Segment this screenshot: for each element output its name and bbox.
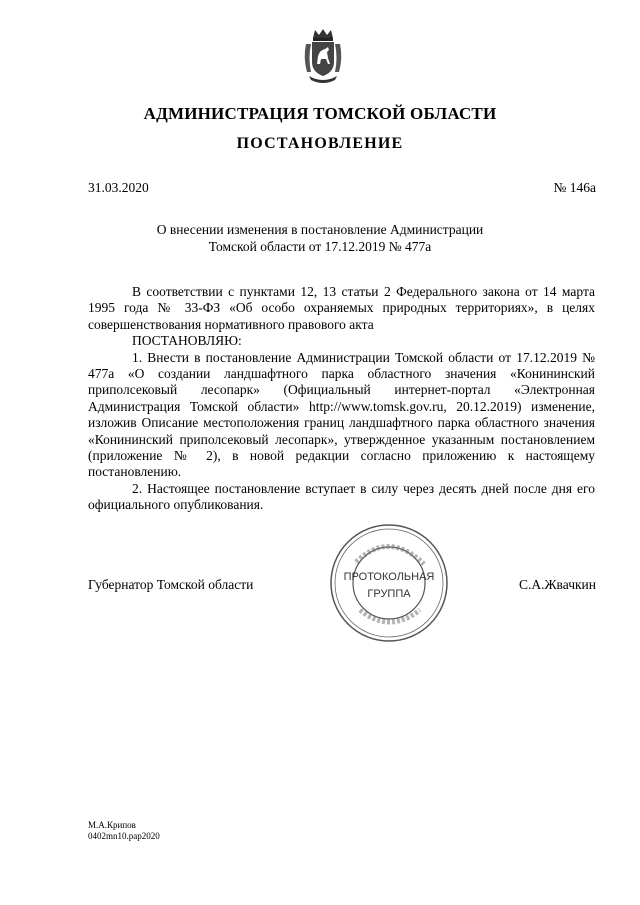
official-stamp	[328, 522, 450, 644]
stamp-center-line-1: ПРОТОКОЛЬНАЯ	[343, 571, 435, 583]
body-paragraph-preamble: В соответствии с пунктами 12, 13 статьи 2 Федерального закона от 14 марта 1995 года № 33-ФЗ «Об особо охраняемых природных территориях», в целях совершенствования нормативного правового акта	[88, 284, 595, 332]
document-subject	[100, 221, 540, 255]
document-type: ПОСТАНОВЛЕНИЕ	[236, 135, 404, 152]
executor-name: М.А.Крипов	[88, 820, 136, 830]
subject-line-2: Томской области от 17.12.2019 № 477а	[208, 239, 432, 254]
executor-code: 0402mn10.pap2020	[88, 831, 160, 841]
coat-of-arms-emblem	[303, 28, 343, 86]
body-paragraph-item-1: 1. Внести в постановление Администрации Томской области от 17.12.2019 № 477а «О создании ландшафтного парка областного значения «Конининский приполсековый лесопарк» (Официальный интернет-портал «Электронная Администрация Томской области» http://www.tomsk.gov.ru, 20.12.2019) изменение, изложив Описание местоположения границ ландшафтного парка областного значения «Конининский приполсековый лесопарк», утвержденное указанным постановлением (приложение № 2), в новой редакции согласно приложению к настоящему постановлению.	[88, 349, 595, 480]
stamp-center-line-2: ГРУППА	[367, 588, 411, 600]
body-paragraph-item-2: 2. Настоящее постановление вступает в силу через десять дней после дня его официального опубликования.	[88, 480, 595, 513]
document-number: № 146а	[553, 180, 596, 195]
organization-title: АДМИНИСТРАЦИЯ ТОМСКОЙ ОБЛАСТИ	[143, 104, 497, 123]
signer-title: Губернатор Томской области	[88, 577, 254, 592]
signer-name: С.А.Жвачкин	[518, 577, 596, 592]
executor-info	[88, 820, 160, 842]
body-paragraph-decree: ПОСТАНОВЛЯЮ:	[132, 333, 242, 349]
subject-line-1: О внесении изменения в постановление Администрации	[156, 222, 484, 237]
document-date: 31.03.2020	[88, 180, 149, 195]
document-body	[88, 284, 595, 514]
